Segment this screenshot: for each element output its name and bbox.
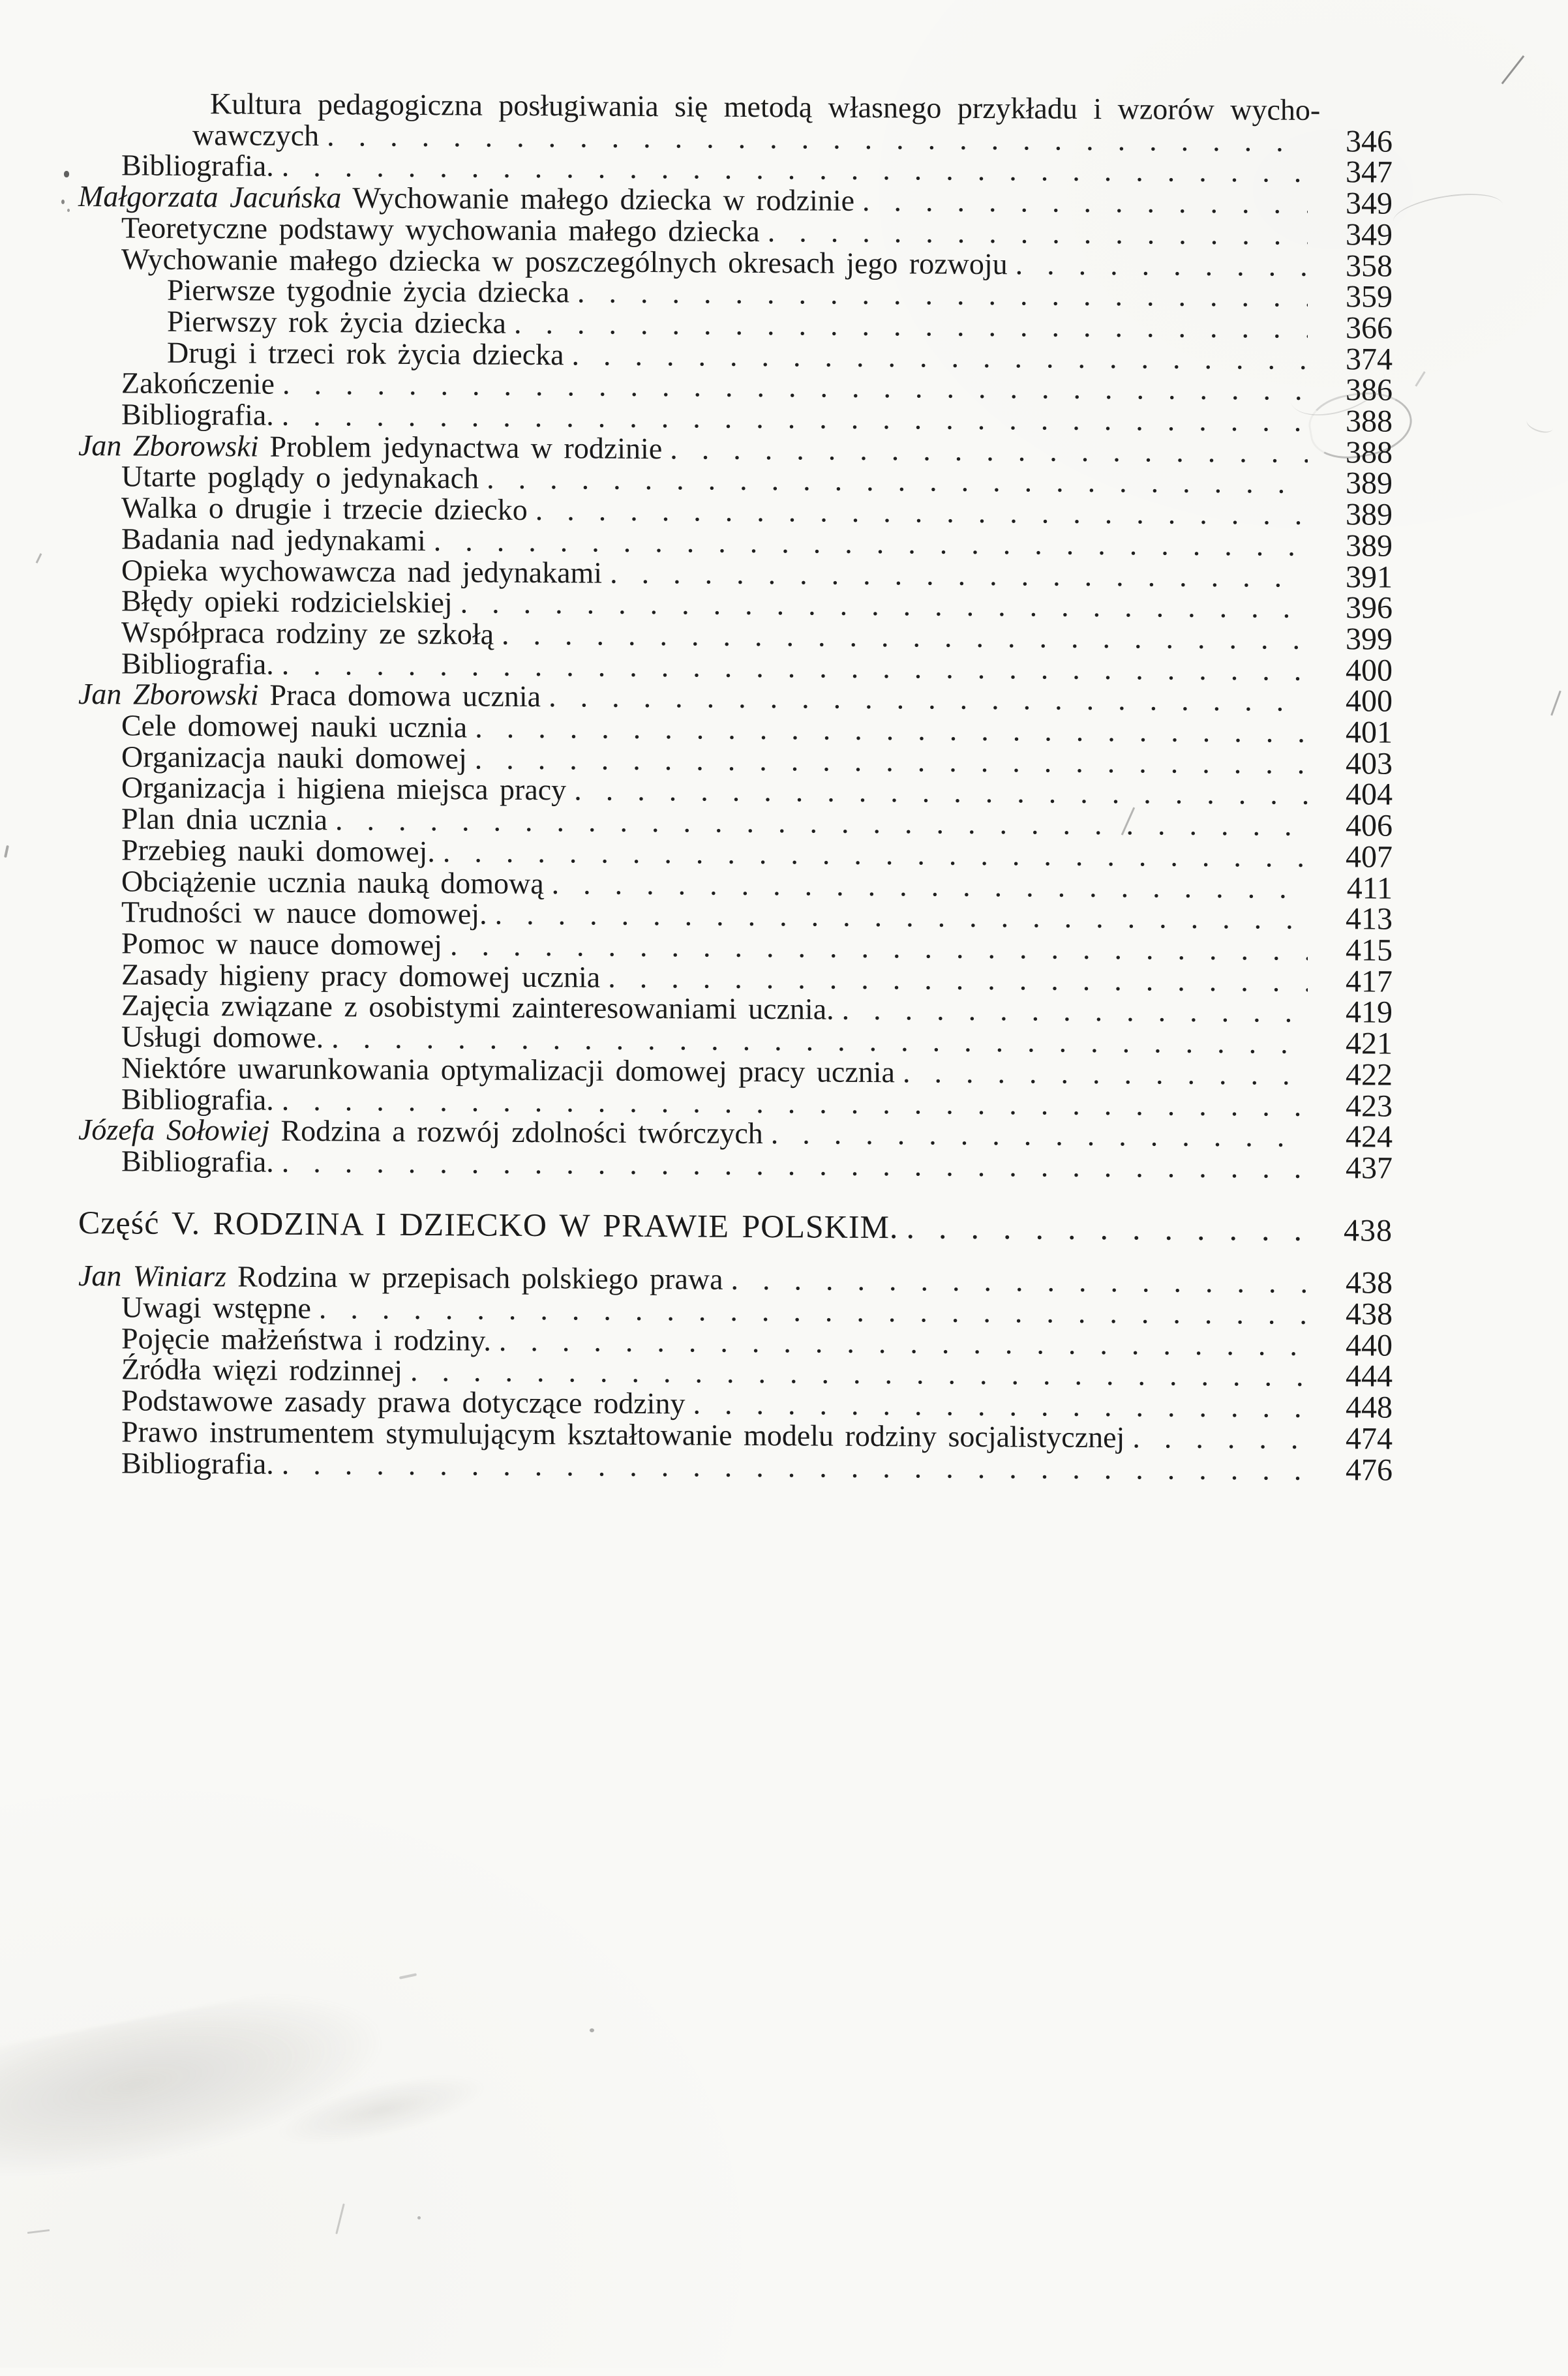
toc-page-number: 423 xyxy=(1346,1088,1393,1124)
dot-leader xyxy=(479,463,1308,499)
toc-title: Teoretyczne podstawy wychowania małego dziecka xyxy=(121,211,760,248)
toc-page-number: 438 xyxy=(1346,1265,1393,1301)
toc-page-number: 411 xyxy=(1346,870,1393,906)
toc-title: Pojęcie małżeństwa i rodziny. xyxy=(121,1321,491,1357)
dot-leader xyxy=(895,1057,1308,1090)
toc-page-number: 366 xyxy=(1346,310,1393,346)
toc-title: Zakończenie xyxy=(121,366,275,401)
toc-title: Bibliografia. xyxy=(121,646,274,681)
toc-row xyxy=(78,1145,1393,1184)
dot-leader xyxy=(602,557,1308,592)
toc-page-number: 346 xyxy=(1346,123,1393,159)
dot-leader xyxy=(834,994,1308,1028)
toc-page-number: 476 xyxy=(1346,1452,1393,1488)
toc-page-number: 413 xyxy=(1346,901,1393,937)
toc-title: wawczych xyxy=(192,117,320,152)
toc-page-number: 349 xyxy=(1346,186,1393,221)
toc-title: Wychowanie małego dziecka w poszczególnych okresach jego rozwoju xyxy=(121,241,1008,280)
dot-leader xyxy=(566,775,1308,810)
toc-page-number: 389 xyxy=(1346,528,1393,564)
toc-page-number: 388 xyxy=(1346,434,1393,470)
toc-title: Pomoc w nauce domowej xyxy=(121,926,442,962)
dot-leader xyxy=(494,619,1308,655)
toc-page-number: 438 xyxy=(1344,1212,1393,1248)
dot-leader xyxy=(487,899,1308,935)
toc-title: Zajęcia związane z osobistymi zainteresowaniami ucznia. xyxy=(121,988,834,1027)
toc-title: Usługi domowe. xyxy=(121,1019,324,1055)
toc-page-number: 444 xyxy=(1346,1359,1393,1394)
toc-title: Opieka wychowawcza nad jedynakami xyxy=(121,552,603,590)
toc-page-number: 406 xyxy=(1346,808,1393,843)
toc-title: Kultura pedagogiczna posługiwania się metodą własnego przykładu i wzorów wycho- xyxy=(210,87,1321,127)
toc-title: Organizacja i higiena miejsca pracy xyxy=(121,770,567,807)
toc-title: Trudności w nauce domowej. xyxy=(121,895,487,931)
dot-leader xyxy=(467,743,1308,779)
toc-author: Jan Zborowski xyxy=(78,428,259,463)
part-heading-row xyxy=(78,1203,1393,1248)
dot-leader xyxy=(506,308,1308,344)
toc-page-number: 438 xyxy=(1346,1297,1393,1332)
toc-page-number: 358 xyxy=(1346,248,1393,284)
toc-page-number: 391 xyxy=(1346,559,1393,595)
dot-leader xyxy=(491,1325,1308,1361)
toc-title: Plan dnia ucznia xyxy=(121,802,328,837)
toc-page-number: 424 xyxy=(1346,1119,1393,1154)
dot-leader xyxy=(467,712,1308,747)
dot-leader xyxy=(327,804,1308,841)
toc-author: Jan Zborowski xyxy=(78,677,259,712)
toc-page-number: 359 xyxy=(1346,279,1393,314)
dot-leader xyxy=(319,120,1308,157)
dot-leader xyxy=(544,868,1308,903)
toc-page-number: 419 xyxy=(1346,995,1393,1030)
toc-page-number: 448 xyxy=(1346,1390,1393,1425)
toc-page-number: 440 xyxy=(1346,1327,1393,1363)
dot-leader xyxy=(453,588,1308,624)
toc-page-number: 422 xyxy=(1346,1057,1393,1092)
toc-page-number: 347 xyxy=(1346,155,1393,190)
dot-leader xyxy=(564,339,1308,374)
toc-author: Józefa Sołowiej xyxy=(78,1113,270,1147)
toc-page-number: 399 xyxy=(1346,622,1393,657)
toc-title: Błędy opieki rodzicielskiej xyxy=(121,584,453,620)
toc-title: Bibliografia. xyxy=(121,148,274,183)
dot-leader xyxy=(760,216,1308,250)
dot-leader xyxy=(274,1448,1308,1485)
toc-title: Cele domowej nauki ucznia xyxy=(121,708,468,744)
dot-leader xyxy=(854,185,1308,219)
toc-page-number: 401 xyxy=(1346,715,1393,750)
toc-page-number: 404 xyxy=(1346,777,1393,813)
toc-title: Badania nad jedynakami xyxy=(121,522,426,557)
toc-title: Walka o drugie i trzecie dziecko xyxy=(121,490,528,527)
toc-title: Podstawowe zasady prawa dotyczące rodziny xyxy=(121,1383,686,1421)
dot-leader xyxy=(528,494,1308,530)
toc-title: Zasady higieny pracy domowej ucznia xyxy=(121,957,601,994)
toc-title: Prawo instrumentem stymulującym kształtowanie modelu rodziny socjalistycznej xyxy=(121,1415,1125,1454)
toc-page-number: 474 xyxy=(1346,1421,1393,1456)
toc-title: Bibliografia. xyxy=(121,1144,274,1179)
toc-title: Obciążenie ucznia nauką domową xyxy=(121,864,544,900)
toc-title: Organizacja nauki domowej xyxy=(121,740,467,775)
toc-title: Rodzina a rozwój zdolności twórczych xyxy=(280,1113,763,1150)
toc-title: Przebieg nauki domowej. xyxy=(121,833,435,869)
toc-page-number: 415 xyxy=(1346,933,1393,968)
toc-page-number: 396 xyxy=(1346,590,1393,625)
dot-leader xyxy=(662,433,1308,468)
toc-title: Utarte poglądy o jedynakach xyxy=(121,459,479,495)
toc-page-number: 421 xyxy=(1346,1026,1393,1061)
toc-page-number: 437 xyxy=(1346,1150,1393,1186)
toc-title: Pierwszy rok życia dziecka xyxy=(167,304,506,340)
toc-page-number: 400 xyxy=(1346,684,1393,719)
toc-author: Jan Winiarz xyxy=(78,1259,227,1293)
dot-leader xyxy=(685,1388,1308,1422)
toc-page-number: 374 xyxy=(1346,341,1393,377)
toc-page-number: 403 xyxy=(1346,745,1393,781)
toc-page-number: 386 xyxy=(1346,372,1393,408)
toc-page-number: 400 xyxy=(1346,652,1393,688)
toc-page-number: 389 xyxy=(1346,466,1393,502)
toc-title: Bibliografia. xyxy=(121,1081,274,1117)
toc-title: Praca domowa ucznia xyxy=(269,678,541,714)
toc-title: Niektóre uwarunkowania optymalizacji domowej pracy ucznia xyxy=(121,1051,895,1089)
toc-page-number: 407 xyxy=(1346,839,1393,875)
toc-title: Bibliografia. xyxy=(121,397,274,432)
dot-leader xyxy=(541,681,1308,716)
toc-title: Wychowanie małego dziecka w rodzinie xyxy=(352,181,855,217)
dot-leader xyxy=(435,836,1308,872)
dot-leader xyxy=(1124,1422,1308,1454)
toc-page-number-circled: 388 xyxy=(1327,406,1393,437)
toc-title: Rodzina w przepisach polskiego prawa xyxy=(237,1259,723,1297)
dot-leader xyxy=(898,1212,1308,1245)
toc-title: Źródła więzi rodzinnej xyxy=(121,1352,402,1388)
toc-author: Małgorzata Jacuńska xyxy=(78,179,342,215)
toc-list xyxy=(78,87,1393,1486)
toc-title: Pierwsze tygodnie życia dziecka xyxy=(167,273,570,309)
toc-title: Współpraca rodziny ze szkołą xyxy=(121,615,494,651)
toc-title: Problem jedynactwa w rodzinie xyxy=(269,429,663,465)
toc-page-number: 349 xyxy=(1346,217,1393,252)
dot-leader xyxy=(763,1118,1308,1152)
toc-title: Uwagi wstępne xyxy=(121,1290,311,1325)
dot-leader xyxy=(723,1264,1308,1299)
dot-leader xyxy=(274,1147,1308,1184)
toc-row xyxy=(78,1447,1393,1486)
toc-page-number: 417 xyxy=(1346,963,1393,999)
toc-title: Część V. RODZINA I DZIECKO W PRAWIE POLSKIM. xyxy=(78,1203,899,1245)
toc-title: Bibliografia. xyxy=(121,1445,274,1481)
dot-leader xyxy=(569,277,1308,312)
dot-leader xyxy=(1008,248,1308,281)
toc-page-number: 389 xyxy=(1346,497,1393,532)
toc-title: Drugi i trzeci rok życia dziecka xyxy=(167,335,564,371)
